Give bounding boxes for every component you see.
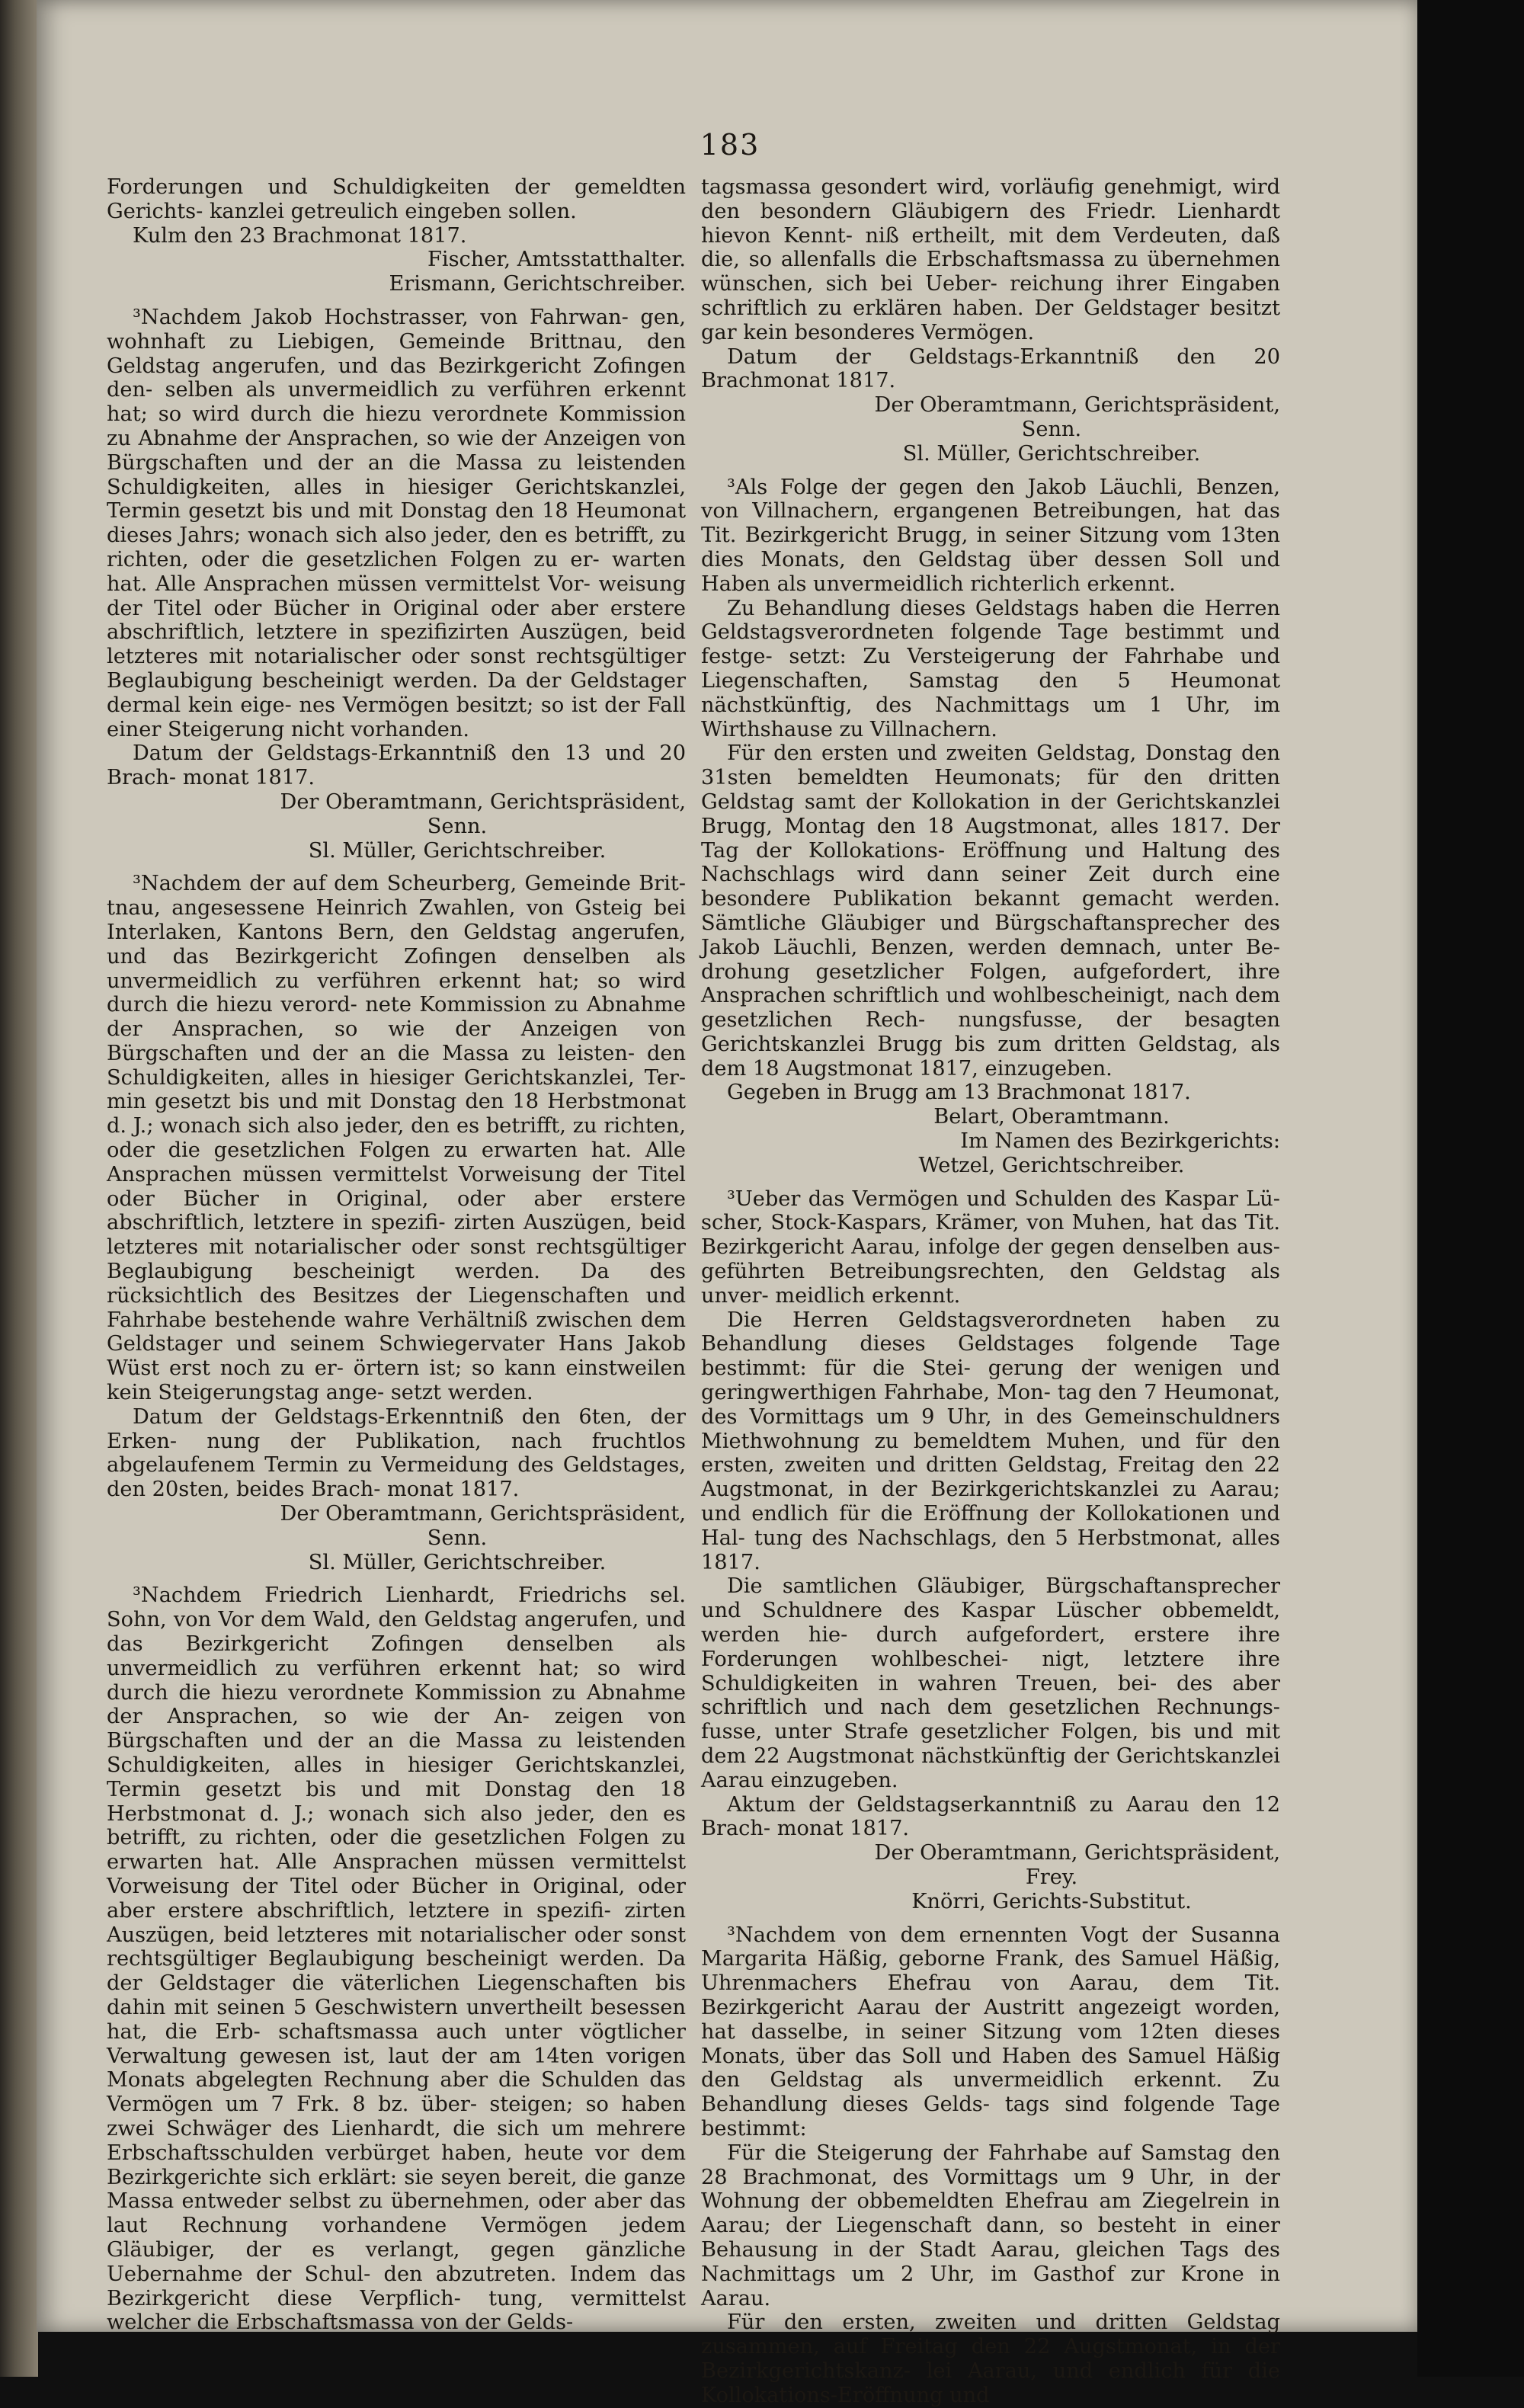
right-column-paragraph: Aktum der Geldstagserkanntniß zu Aarau den 12 Brach- monat 1817. [701,1792,1280,1841]
left-column-paragraph: ³Nachdem der auf dem Scheurberg, Gemeinde Brit- tnau, angesessene Heinrich Zwahlen, von Gsteig bei Interlaken, Kantons Bern, den Geldstag angerufen, und das Bezirkgericht Zofingen denselben als unvermeidlich zu verführen erkennt hat; so wird durch die hiezu verord- nete Kommission zu Abnahme der Ansprachen, so wie der Anzeigen von Bürgschaften und der an die Massa zu leisten- den Schuldigkeiten, alles in hiesiger Gerichtskanzlei, Ter- min gesetzt bis und mit Donstag den 18 Herbstmonat d. J.; wonach sich also jeder, den es betrifft, zu richten, oder die gesetzlichen Folgen zu erwarten hat. Alle Ansprachen müssen vermittelst Vorweisung der Titel oder Bücher in Original, oder aber erstere abschriftlich, letztere in spezifi- zirten Auszügen, beid letzteres mit notarialischer oder sonst rechtsgültiger Beglaubigung bescheinigt werden. Da des rücksichtlich des Besitzes der Liegenschaften und Fahrhabe bestehende wahre Verhältniß zwischen dem Geldstager und seinem Schwiegervater Hans Jakob Wüst erst noch zu er- örtern ist; so kann einstweilen kein Steigerungstag ange- setzt werden. [107,872,686,1405]
document-page [37,0,1417,2407]
right-column-paragraph: ³Als Folge der gegen den Jakob Läuchli, Benzen, von Villnachern, ergangenen Betreibungen, hat das Tit. Bezirkgericht Brugg, in seiner Sitzung vom 13ten dies Monats, den Geldstag über dessen Soll und Haben als unvermeidlich richterlich erkennt. [701,475,1280,596]
right-column-paragraph: Zu Behandlung dieses Geldstags haben die Herren Geldstagsverordneten folgende Tage bestimmt und festge- setzt: Zu Versteigerung der Fahrhabe und Liegenschaften, Samstag den 5 Heumonat nächstkünftig, des Nachmittags um 1 Uhr, im Wirthshause zu Villnachern. [701,596,1280,741]
left-column-paragraph: Datum der Geldstags-Erkenntniß den 6ten, der Erken- nung der Publikation, nach fruchtlos abgelaufenem Termin zu Vermeidung des Geldstages, den 20sten, beides Brach- monat 1817. [107,1404,686,1502]
left-column-paragraph: Sl. Müller, Gerichtschreiber. [308,838,607,863]
right-column-paragraph: Der Oberamtmann, Gerichtspräsident, [874,1841,1280,1865]
right-column-paragraph: Knörri, Gerichts-Substitut. [911,1889,1192,1913]
left-column-paragraph: Erismann, Gerichtschreiber. [389,272,686,296]
right-column [701,175,1280,2408]
left-column-paragraph: Senn. [427,1526,488,1550]
right-column-paragraph: Sl. Müller, Gerichtschreiber. [902,441,1201,466]
right-column-paragraph: Datum der Geldstags-Erkanntniß den 20 Brachmonat 1817. [701,344,1280,393]
left-column-paragraph: Forderungen und Schuldigkeiten der gemeldten Gerichts- kanzlei getreulich eingeben sollen. [107,175,686,223]
left-column-paragraph: Der Oberamtmann, Gerichtspräsident, [280,789,686,814]
right-column-paragraph: Frey. [1025,1865,1078,1889]
left-column-paragraph: Senn. [427,814,488,838]
right-column-paragraph: Der Oberamtmann, Gerichtspräsident, [874,393,1280,418]
right-column-paragraph: Für den ersten, zweiten und dritten Geldstag zusammen, auf Freitag den 22 Augstmonat, in der Bezirkgerichtskanz- lei Aarau, und endlich für die Kollokations-Eröffnung und [701,2310,1280,2407]
right-column-paragraph: Die Herren Geldstagsverordneten haben zu Behandlung dieses Geldstages folgende Tage bestimmt: für die Stei- gerung der wenigen und geringwerthigen Fahrhabe, Mon- tag den 7 Heumonat, des Vormittags um 9 Uhr, in des Gemeinschuldners Miethwohnung zu bemeldtem Muhen, und für den ersten, zweiten und dritten Geldstag, Freitag den 22 Augstmonat, in der Bezirkgerichtskanzlei zu Aarau; und endlich für die Eröffnung der Kollokationen und Hal- tung des Nachschlags, den 5 Herbstmonat, alles 1817. [701,1308,1280,1574]
page-number: 183 [700,128,760,162]
left-column-paragraph: Der Oberamtmann, Gerichtspräsident, [280,1502,686,1526]
left-column [107,175,686,2335]
left-column-paragraph: Sl. Müller, Gerichtschreiber. [308,1550,607,1574]
right-column-paragraph: Belart, Oberamtmann. [933,1105,1170,1129]
scan-background [1417,0,1524,2377]
right-column-paragraph: Senn. [1021,417,1082,441]
right-column-paragraph: Wetzel, Gerichtschreiber. [918,1153,1185,1177]
book-gutter [0,0,38,2377]
right-column-paragraph: Im Namen des Bezirkgerichts: [960,1129,1280,1154]
left-column-paragraph: ³Nachdem Jakob Hochstrasser, von Fahrwan- gen, wohnhaft zu Liebigen, Gemeinde Brittnau, den Geldstag angerufen, und das Bezirkgericht Zofingen den- selben als unvermeidlich zu verführen erkennt hat; so wird durch die hiezu verordnete Kommission zu Abnahme der Ansprachen, so wie der Anzeigen von Bürgschaften und der an die Massa zu leistenden Schuldigkeiten, alles in hiesiger Gerichtskanzlei, Termin gesetzt bis und mit Donstag den 18 Heumonat dieses Jahrs; wonach sich also jeder, den es betrifft, zu richten, oder die gesetzlichen Folgen zu er- warten hat. Alle Ansprachen müssen vermittelst Vor- weisung der Titel oder Bücher in Original oder aber erstere abschriftlich, letztere in spezifizirten Auszügen, beid letzteres mit notarialischer oder sonst rechtsgültiger Beglaubigung bescheinigt werden. Da der Geldstager dermal kein eige- nes Vermögen besitzt; so ist der Fall einer Steigerung nicht vorhanden. [107,305,686,741]
right-column-paragraph: ³Ueber das Vermögen und Schulden des Kaspar Lü- scher, Stock-Kaspars, Krämer, von Muhen, hat das Tit. Bezirkgericht Aarau, infolge der gegen denselben aus- geführten Betreibungsrechten, den Geldstag als unver- meidlich erkennt. [701,1186,1280,1308]
right-column-paragraph: ³Nachdem von dem ernennten Vogt der Susanna Margarita Häßig, geborne Frank, des Samuel Häßig, Uhrenmachers Ehefrau von Aarau, dem Tit. Bezirkgericht Aarau der Austritt angezeigt worden, hat dasselbe, in seiner Sitzung vom 12ten dieses Monats, über das Soll und Haben des Samuel Häßig den Geldstag als unvermeidlich erkennt. Zu Behandlung dieses Gelds- tags sind folgende Tage bestimmt: [701,1923,1280,2141]
right-column-paragraph: tagsmassa gesondert wird, vorläufig genehmigt, wird den besondern Gläubigern des Friedr. Lienhardt hievon Kennt- niß ertheilt, mit dem Verdeuten, daß die, so allenfalls die Erbschaftsmassa zu übernehmen wünschen, sich bei Ueber- reichung ihrer Eingaben schriftlich zu erklären haben. Der Geldstager besitzt gar kein besonderes Vermögen. [701,175,1280,344]
left-column-paragraph: Kulm den 23 Brachmonat 1817. [133,223,467,248]
left-column-paragraph: Datum der Geldstags-Erkanntniß den 13 und 20 Brach- monat 1817. [107,741,686,790]
right-column-paragraph: Die samtlichen Gläubiger, Bürgschaftansprecher und Schuldnere des Kaspar Lüscher obbemeldt, werden hie- durch aufgefordert, erstere ihre Forderungen wohlbeschei- nigt, letztere ihre Schuldigkeiten in wahren Treuen, bei- des aber schriftlich und nach dem gesetzlichen Rechnungs- fusse, unter Strafe gesetzlicher Folgen, bis und mit dem 22 Augstmonat nächstkünftig der Gerichtskanzlei Aarau einzugeben. [701,1574,1280,1792]
left-column-paragraph: Fischer, Amtsstatthalter. [427,248,686,272]
left-column-paragraph: ³Nachdem Friedrich Lienhardt, Friedrichs sel. Sohn, von Vor dem Wald, den Geldstag angerufen, und das Bezirkgericht Zofingen denselben als unvermeidlich zu verführen erkennt hat; so wird durch die hiezu verordnete Kommission zu Abnahme der Ansprachen, so wie der An- zeigen von Bürgschaften und der an die Massa zu leistenden Schuldigkeiten, alles in hiesiger Gerichtskanzlei, Termin gesetzt bis und mit Donstag den 18 Herbstmonat d. J.; wonach sich also jeder, den es betrifft, zu richten, oder die gesetzlichen Folgen zu erwarten hat. Alle Ansprachen müssen vermittelst Vorweisung der Titel oder Bücher in Original, oder aber erstere abschriftlich, letztere in spezifi- zirten Auszügen, beid letzteres mit notarialischer oder sonst rechtsgültiger Beglaubigung bescheinigt werden. Da der Geldstager die väterlichen Liegenschaften bis dahin mit seinen 5 Geschwistern unvertheilt besessen hat, die Erb- schaftsmassa auch unter vögtlicher Verwaltung gewesen ist, laut der am 14ten vorigen Monats abgelegten Rechnung aber die Schulden das Vermögen um 7 Frk. 8 bz. über- steigen; so haben zwei Schwäger des Lienhardt, die sich um mehrere Erbschaftsschulden verbürget haben, heute vor dem Bezirkgerichte sich erklärt: sie seyen bereit, die ganze Massa entweder selbst zu übernehmen, oder aber das laut Rechnung vorhandene Vermögen jedem Gläubiger, der es verlangt, gegen gänzliche Uebernahme der Schul- den abzutreten. Indem das Bezirkgericht diese Verpflich- tung, vermittelst welcher die Erbschaftsmassa von der Gelds- [107,1583,686,2335]
right-column-paragraph: Für den ersten und zweiten Geldstag, Donstag den 31sten bemeldten Heumonats; für den dritten Geldstag samt der Kollokation in der Gerichtskanzlei Brugg, Montag den 18 Augstmonat, alles 1817. Der Tag der Kollokations- Eröffnung und Haltung des Nachschlags wird dann seiner Zeit durch eine besondere Publikation bekannt gemacht werden. Sämtliche Gläubiger und Bürgschaftansprecher des Jakob Läuchli, Benzen, werden demnach, unter Be- drohung gesetzlicher Folgen, aufgefordert, ihre Ansprachen schriftlich und wohlbescheinigt, nach dem gesetzlichen Rech- nungsfusse, der besagten Gerichtskanzlei Brugg bis zum dritten Geldstag, als dem 18 Augstmonat 1817, einzugeben. [701,741,1280,1081]
right-column-paragraph: Gegeben in Brugg am 13 Brachmonat 1817. [727,1081,1191,1105]
right-column-paragraph: Für die Steigerung der Fahrhabe auf Samstag den 28 Brachmonat, des Vormittags um 9 Uhr, in der Wohnung der obbemeldten Ehefrau am Ziegelrein in Aarau; der Liegenschaft dann, so besteht in einer Behausung in der Stadt Aarau, gleichen Tags des Nachmittags um 2 Uhr, im Gasthof zur Krone in Aarau. [701,2141,1280,2310]
